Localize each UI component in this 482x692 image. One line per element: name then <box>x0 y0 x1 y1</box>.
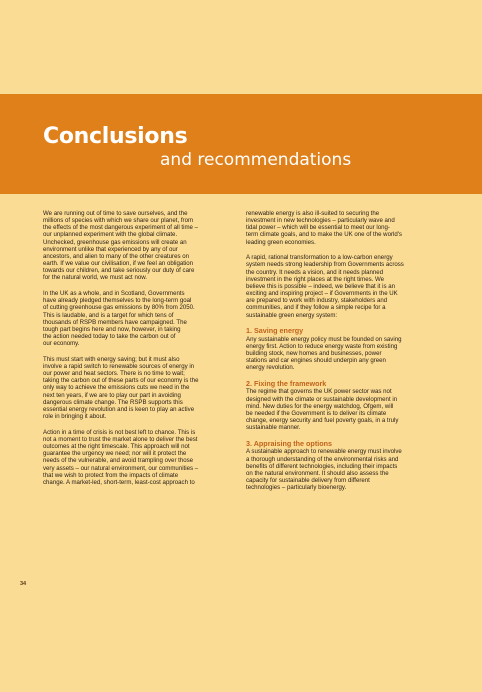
section-saving-energy <box>246 327 450 371</box>
section-heading: 2. Fixing the framework <box>246 378 327 388</box>
section-heading: 1. Saving energy <box>246 326 304 336</box>
paragraph: Action in a time of crisis is not best left to chance. This is not a moment to trust the market alone to deliver the best outcomes at the right timescale. This approach will not guarantee the urgency we need; nor will it protect the needs of the vulnerable, and avoid trampling over those very assets – our natural environment, our communities – that we wish to protect from the impacts of climate change. A market-led, short-term, least-cost approach to <box>43 428 199 486</box>
paragraph: renewable energy is also ill-suited to securing the investment in new technologies – particularly wave and tidal power – which will be essential to meet our long- term climate goals, and to make the UK one of the world's leading green economies. <box>246 210 402 246</box>
paragraph: We are running out of time to save ourselves, and the millions of species with which we share our planet, from the effects of the most dangerous experiment of all time – our unplanned experiment with the global climate. Unchecked, greenhouse gas emissions will create an environment unlike that experienced by any of our ancestors, and alien to many of the other creatures on earth. If we value our civilisation, if we feel an obligation towards our children, and take seriously our duty of care for the natural world, we must act now. <box>43 210 199 282</box>
section-heading: 3. Appraising the options <box>246 438 332 448</box>
page-number: 34 <box>20 581 27 587</box>
right-column <box>246 210 450 500</box>
page-subtitle: and recommendations <box>160 150 352 170</box>
paragraph: In the UK as a whole, and in Scotland, Governments have already pledged themselves to the long-term goal of cutting greenhouse gas emissions by 80% from 2050. This is laudable, and is a target for which tens of thousands of RSPB members have campaigned. The tough part begins here and now, however, in taking the action needed today to take the carbon out of our economy. <box>43 290 195 348</box>
section-fixing-framework <box>246 380 450 431</box>
left-column <box>43 210 247 494</box>
section-text: Any sustainable energy policy must be founded on saving energy first. Action to reduce energy waste from existing building stock, new homes and businesses, power stations and car engines should underpin any green energy revolution. <box>246 335 402 372</box>
section-text: The regime that governs the UK power sector was not designed with the climate or sustainable development in mind. New duties for the energy watchdog, Ofgem, will be needed if the Government is to deliver its climate change, energy security and fuel poverty goals, in a truly sustainable manner. <box>246 388 399 432</box>
paragraph: This must start with energy saving; but it must also involve a rapid switch to renewable sources of energy in our power and heat sectors. There is no time to wait; taking the carbon out of these parts of our economy is the only way to achieve the emissions cuts we need in the next ten years, if we are to play our part in avoiding dangerous climate change. The RSPB supports this essential energy revolution and is keen to play an active role in bringing it about. <box>43 355 199 421</box>
section-text: A sustainable approach to renewable energy must involve a thorough understanding of the environmental risks and benefits of different technologies, including their impacts on the natural environment. It should also assess the capacity for sustainable delivery from different technologies – particularly bioenergy. <box>246 448 402 492</box>
section-appraising-options <box>246 440 450 491</box>
paragraph: A rapid, rational transformation to a low-carbon energy system needs strong leadership from Governments across the country. It needs a vision, and it needs planned investment in the right places at the right times. We believe this is possible – indeed, we believe that it is an exciting and inspiring project – if Governments in the UK are prepared to work with industry, stakeholders and communities, and if they follow a simple recipe for a sustainable green energy system: <box>246 254 404 319</box>
page-title: Conclusions <box>43 124 188 149</box>
